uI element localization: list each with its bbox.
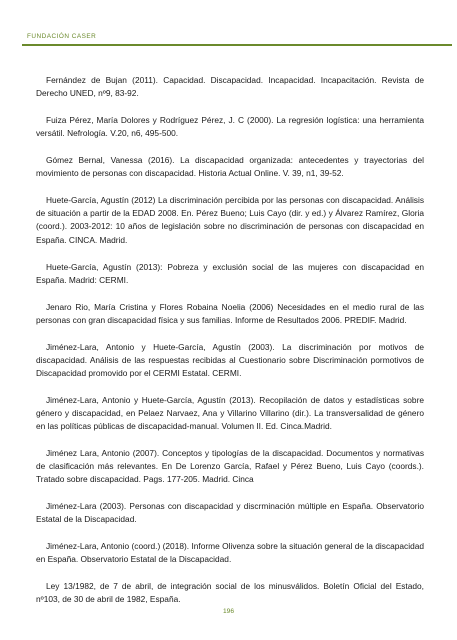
- reference-item: Jiménez-Lara (2003). Personas con discapacidad y discrminación múltiple en España. Observatorio Estatal de la Discapacidad.: [36, 501, 424, 525]
- reference-item: Fuiza Pérez, María Dolores y Rodríguez Pérez, J. C (2000). La regresión logística: una herramienta versátil. Nefrología. V.20, n6, 495-500.: [36, 115, 424, 139]
- header-divider: [22, 44, 452, 46]
- page-number: 196: [222, 608, 234, 615]
- reference-item: Jenaro Rio, María Cristina y Flores Robaina Noelia (2006) Necesidades en el medio rural de las personas con gran discapacidad física y sus familias. Informe de Resultados 2006. PREDIF. Madrid.: [36, 301, 424, 325]
- reference-item: Ley 13/1982, de 7 de abril, de integración social de los minusválidos. Boletín Oficial del Estado, nº103, de 30 de abril de 1982, España.: [36, 581, 424, 605]
- page-header: [0, 0, 457, 44]
- header-label: FUNDACIÓN CASER: [27, 33, 97, 40]
- reference-item: Jiménez Lara, Antonio (2007). Conceptos y tipologías de la discapacidad. Documentos y normativas de clasificación más relevantes. En De Lorenzo García, Rafael y Pérez Bueno, Luis Cayo (coords.). Tratado sobre discapacidad. Pags. 177-205. Madrid. Cinca: [36, 448, 424, 485]
- reference-item: Gómez Bernal, Vanessa (2016). La discapacidad organizada: antecedentes y trayectorias del movimiento de personas con discapacidad. Historia Actual Online. V. 39, n1, 39-52.: [36, 155, 424, 179]
- reference-item: Jiménez-Lara, Antonio y Huete-García, Agustín (2003). La discriminación por motivos de discapacidad. Análisis de las respuestas recibidas al Cuestionario sobre Discriminación pormotivos de Discapacidad promovido por el CERMI Estatal. CERMI.: [36, 341, 424, 378]
- reference-item: Jiménez-Lara, Antonio (coord.) (2018). Informe Olivenza sobre la situación general de la discapacidad en España. Observatorio Estatal de la Discapacidad.: [36, 541, 424, 565]
- reference-item: Jiménez-Lara, Antonio y Huete-García, Agustín (2013). Recopilación de datos y estadísticas sobre género y discapacidad, en Pelaez Narvaez, Ana y Villarino Villarino (dir.). La transversalidad de género en las políticas públicas de discapacidad-manual. Volumen II. Ed. Cinca.Madrid.: [36, 394, 424, 432]
- reference-item: Fernández de Bujan (2011). Capacidad. Discapacidad. Incapacidad. Incapacitación. Revista de Derecho UNED, nº9, 83-92.: [36, 75, 424, 99]
- reference-item: Huete-García, Agustín (2013): Pobreza y exclusión social de las mujeres con discapacidad en España. Madrid: CERMI.: [36, 261, 424, 285]
- reference-item: Huete-García, Agustín (2012) La discriminación percibida por las personas con discapacidad. Análisis de situación a partir de la EDAD 2008. En. Pérez Bueno; Luis Cayo (dir. y ed.) y Álvarez Ramírez, Gloria (coord.). 2003-2012: 10 años de legislación sobre no discriminación de personas con discapacidad en España. CINCA. Madrid.: [36, 195, 424, 245]
- reference-list: [36, 74, 424, 607]
